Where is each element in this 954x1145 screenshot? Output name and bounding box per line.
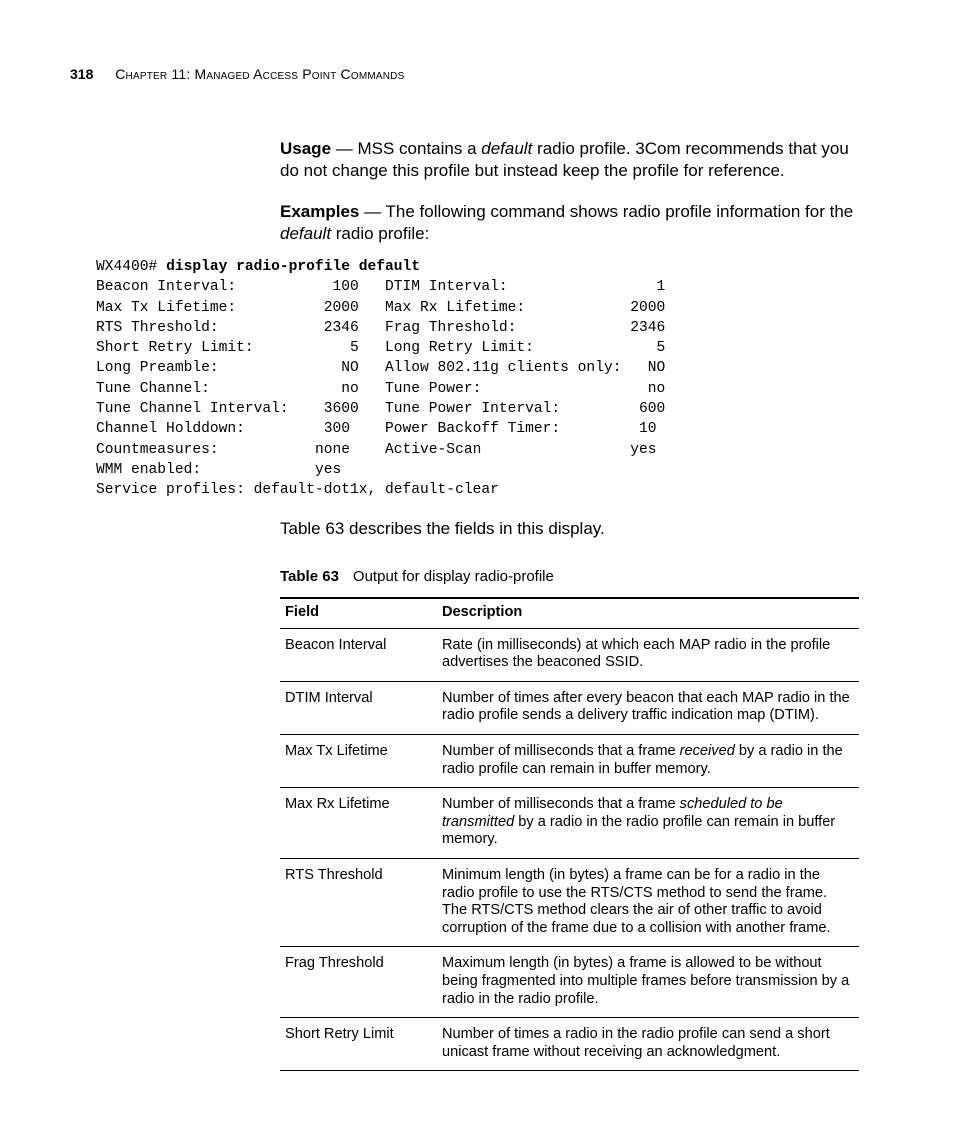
description-text: Maximum length (in bytes) a frame is allowed to be without being fragmented into multiple frames before transmission by a radio in the radio profile.: [442, 955, 850, 1007]
description-text: Rate (in milliseconds) at which each MAP radio in the profile advertises the beaconed SSID.: [442, 636, 831, 671]
examples-text-pre: — The following command shows radio profile information for the: [359, 202, 854, 221]
cli-command: display radio-profile default: [166, 259, 421, 275]
field-cell: DTIM Interval: [280, 681, 437, 734]
usage-paragraph: [280, 138, 870, 182]
table-caption-text: Output for display radio-profile: [352, 568, 554, 585]
description-text: Number of milliseconds that a frame: [442, 796, 680, 813]
table-row: [280, 681, 859, 734]
usage-label: Usage: [280, 139, 332, 158]
table-row: [280, 734, 859, 787]
usage-text-post: radio profile. 3Com recommends that you do not change this profile but instead keep the profile for reference.: [280, 139, 849, 180]
cli-example-block: [96, 257, 665, 501]
field-cell: Max Tx Lifetime: [280, 734, 437, 787]
examples-emphasis: default: [280, 224, 332, 243]
field-cell: Beacon Interval: [280, 628, 437, 681]
description-emphasis: received: [679, 742, 735, 759]
table-caption: [280, 568, 554, 585]
field-cell: Max Rx Lifetime: [280, 788, 437, 859]
table-row: [280, 858, 859, 946]
description-emphasis: scheduled to be transmitted: [442, 796, 783, 830]
usage-text-pre: — MSS contains a: [331, 139, 482, 158]
description-text-post: by a radio in the radio profile can remain in buffer memory.: [442, 813, 836, 848]
description-cell: [437, 858, 859, 946]
description-cell: [437, 681, 859, 734]
description-text: Number of milliseconds that a frame: [442, 742, 680, 759]
table-row: [280, 788, 859, 859]
description-text: Minimum length (in bytes) a frame can be for a radio in the radio profile to use the RTS/CTS method to send the frame. The RTS/CTS method clears the air of other traffic to avoid corruption of the frame due to a collision with another frame.: [442, 866, 831, 936]
description-cell: [437, 1018, 859, 1071]
cli-prompt: WX4400#: [96, 259, 167, 275]
column-header-description: Description: [437, 598, 859, 628]
description-text: Number of times a radio in the radio profile can send a short unicast frame without receiving an acknowledgment.: [442, 1026, 830, 1060]
description-cell: [437, 734, 859, 787]
description-cell: [437, 788, 859, 859]
table-caption-label: Table 63: [280, 568, 339, 585]
table-row: [280, 947, 859, 1018]
table-header-row: [280, 598, 859, 628]
field-cell: Short Retry Limit: [280, 1018, 437, 1071]
field-cell: Frag Threshold: [280, 947, 437, 1018]
table-intro-text: Table 63 describes the fields in this display.: [280, 519, 605, 538]
table-row: [280, 628, 859, 681]
description-cell: [437, 947, 859, 1018]
description-cell: [437, 628, 859, 681]
radio-profile-fields-table: [280, 597, 859, 1071]
examples-label: Examples: [280, 202, 360, 221]
cli-output: Beacon Interval: 100 DTIM Interval: 1 Max Tx Lifetime: 2000 Max Rx Lifetime: 2000 RTS Threshold: 2346 Frag Threshold: 2346 Short Retry Limit: 5 Long Retry Limit: 5 Long Preamble: NO Allow 802.11g clients only: NO Tune Channel: no Tune Power: no Tune Channel Interval: 3600 Tune Power Interval: 600 Channel Holddown: 300 Power Backoff Timer: 10 Countmeasures: none Active-Scan yes WMM enabled: yes Service profiles: default-dot1x, default-clear: [96, 279, 666, 499]
page-header: [70, 66, 404, 82]
examples-paragraph: [280, 201, 870, 245]
column-header-field: Field: [280, 598, 437, 628]
chapter-title: Chapter 11: Managed Access Point Commands: [115, 66, 405, 82]
description-text: Number of times after every beacon that each MAP radio in the radio profile sends a delivery traffic indication map (DTIM).: [442, 689, 850, 724]
page-number: 318: [70, 66, 94, 82]
table-row: [280, 1018, 859, 1071]
examples-text-post: radio profile:: [331, 224, 430, 243]
field-cell: RTS Threshold: [280, 858, 437, 946]
usage-emphasis: default: [481, 139, 533, 158]
description-text-post: by a radio in the radio profile can remain in buffer memory.: [442, 742, 843, 777]
